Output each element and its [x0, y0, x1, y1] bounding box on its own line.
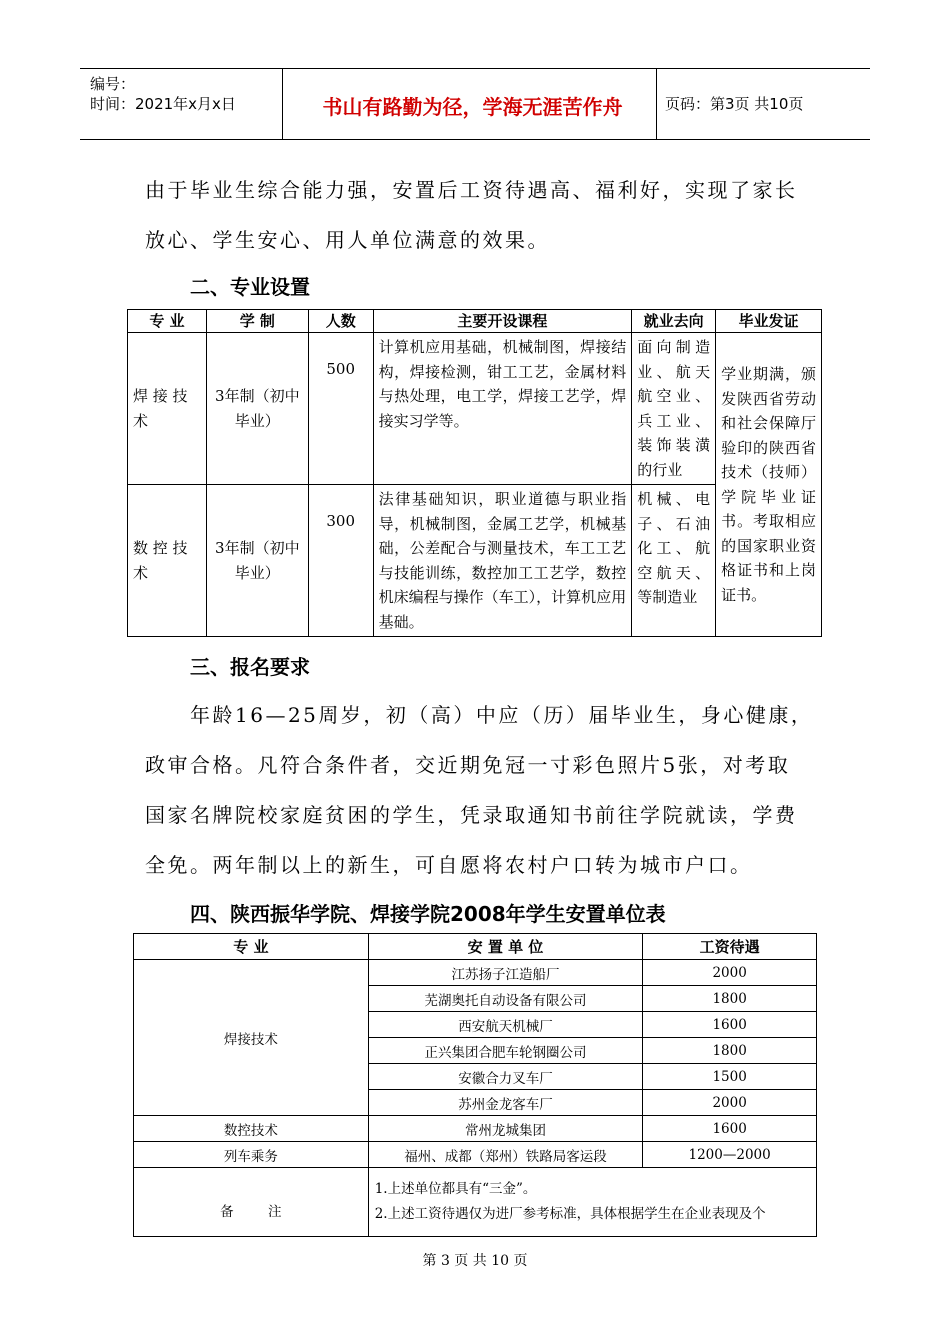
column-header: 工资待遇 — [643, 934, 817, 960]
major-cell: 焊 接 技 术 — [128, 333, 207, 485]
table-row — [134, 1142, 817, 1168]
unit-cell: 西安航天机械厂 — [368, 1012, 643, 1038]
section-title: 二、专业设置 — [190, 275, 310, 299]
time-label: 时间：2021年x月x日 — [90, 95, 236, 113]
requirement-line: 全免。两年制以上的新生，可自愿将农村户口转为城市户口。 — [145, 853, 753, 877]
certificate-cell: 学业期满，颁发陕西省劳动和社会保障厅验印的陕西省技术（技师）学院毕业证书。考取相应的国家职业资格证书和上岗证书。 — [716, 333, 822, 637]
salary-cell: 1600 — [643, 1116, 817, 1142]
table-row — [134, 960, 817, 986]
requirement-line: 年龄16—25周岁，初（高）中应（历）届毕业生，身心健康， — [190, 703, 814, 727]
column-header: 安 置 单 位 — [368, 934, 643, 960]
column-header: 就业去向 — [632, 310, 716, 333]
count-cell: 300 — [308, 485, 373, 637]
remark-line: 2.上述工资待遇仅为进厂参考标准，具体根据学生在企业表现及个 — [374, 1206, 766, 1222]
major-table — [127, 309, 822, 637]
major-cell: 数控技术 — [134, 1116, 369, 1142]
table-header-row — [134, 934, 817, 960]
column-header: 人数 — [308, 310, 373, 333]
courses-cell: 计算机应用基础，机械制图，焊接结构，焊接检测，钳工工艺，金属材料与热处理，电工学，焊接工艺学，焊接实习学等。 — [373, 333, 632, 485]
unit-cell: 常州龙城集团 — [368, 1116, 643, 1142]
unit-cell: 苏州金龙客车厂 — [368, 1090, 643, 1116]
count-cell: 500 — [308, 333, 373, 485]
remark-line: 1.上述单位都具有“三金”。 — [374, 1181, 537, 1197]
table-header-row — [128, 310, 822, 333]
salary-cell: 1800 — [643, 1038, 817, 1064]
unit-cell: 江苏扬子江造船厂 — [368, 960, 643, 986]
column-header: 主要开设课程 — [373, 310, 632, 333]
unit-cell: 福州、成都（郑州）铁路局客运段 — [368, 1142, 643, 1168]
page-number-label: 页码：第3页 共10页 — [665, 95, 804, 113]
section-title: 四、陕西振华学院、焊接学院2008年学生安置单位表 — [190, 902, 666, 926]
salary-cell: 1800 — [643, 986, 817, 1012]
salary-cell: 1500 — [643, 1064, 817, 1090]
system-cell: 3年制（初中毕业） — [206, 485, 308, 637]
section-title: 三、报名要求 — [190, 655, 310, 679]
salary-cell: 1600 — [643, 1012, 817, 1038]
system-cell: 3年制（初中毕业） — [206, 333, 308, 485]
column-header: 专 业 — [128, 310, 207, 333]
table-row — [128, 333, 822, 485]
courses-cell: 法律基础知识，职业道德与职业指导，机械制图，金属工艺学，机械基础，公差配合与测量技术，车工工艺与技能训练，数控加工工艺学，数控机床编程与操作（车工），计算机应用基础。 — [373, 485, 632, 637]
header-divider — [282, 69, 283, 139]
salary-cell: 2000 — [643, 1090, 817, 1116]
unit-cell: 安徽合力叉车厂 — [368, 1064, 643, 1090]
remark-cell — [368, 1168, 816, 1237]
code-label: 编号： — [90, 75, 136, 93]
page-footer: 第 3 页 共 10 页 — [422, 1253, 528, 1269]
column-header: 专 业 — [134, 934, 369, 960]
requirement-line: 政审合格。凡符合条件者，交近期免冠一寸彩色照片5张，对考取 — [145, 753, 791, 777]
requirement-line: 国家名牌院校家庭贫困的学生，凭录取通知书前往学院就读，学费 — [145, 803, 798, 827]
major-cell: 数 控 技 术 — [128, 485, 207, 637]
intro-line: 由于毕业生综合能力强，安置后工资待遇高、福利好，实现了家长 — [145, 178, 798, 202]
intro-line: 放心、学生安心、用人单位满意的效果。 — [145, 228, 550, 252]
salary-cell: 2000 — [643, 960, 817, 986]
motto: 书山有路勤为径，学海无涯苦作舟 — [322, 95, 623, 119]
remark-label: 备 注 — [134, 1168, 369, 1237]
employment-cell: 机械、电子、石油化工、航空航天、等制造业 — [632, 485, 716, 637]
column-header: 毕业发证 — [716, 310, 822, 333]
salary-cell: 1200—2000 — [643, 1142, 817, 1168]
table-row — [134, 1116, 817, 1142]
major-cell: 焊接技术 — [134, 960, 369, 1116]
unit-cell: 正兴集团合肥车轮钢圈公司 — [368, 1038, 643, 1064]
header-divider — [656, 69, 657, 139]
employment-cell: 面向制造业、航天航空业、兵工业、装饰装潢的行业 — [632, 333, 716, 485]
column-header: 学 制 — [206, 310, 308, 333]
remark-row — [134, 1168, 817, 1237]
unit-cell: 芜湖奥托自动设备有限公司 — [368, 986, 643, 1012]
placement-table — [133, 933, 817, 1237]
page-header — [80, 68, 870, 140]
major-cell: 列车乘务 — [134, 1142, 369, 1168]
